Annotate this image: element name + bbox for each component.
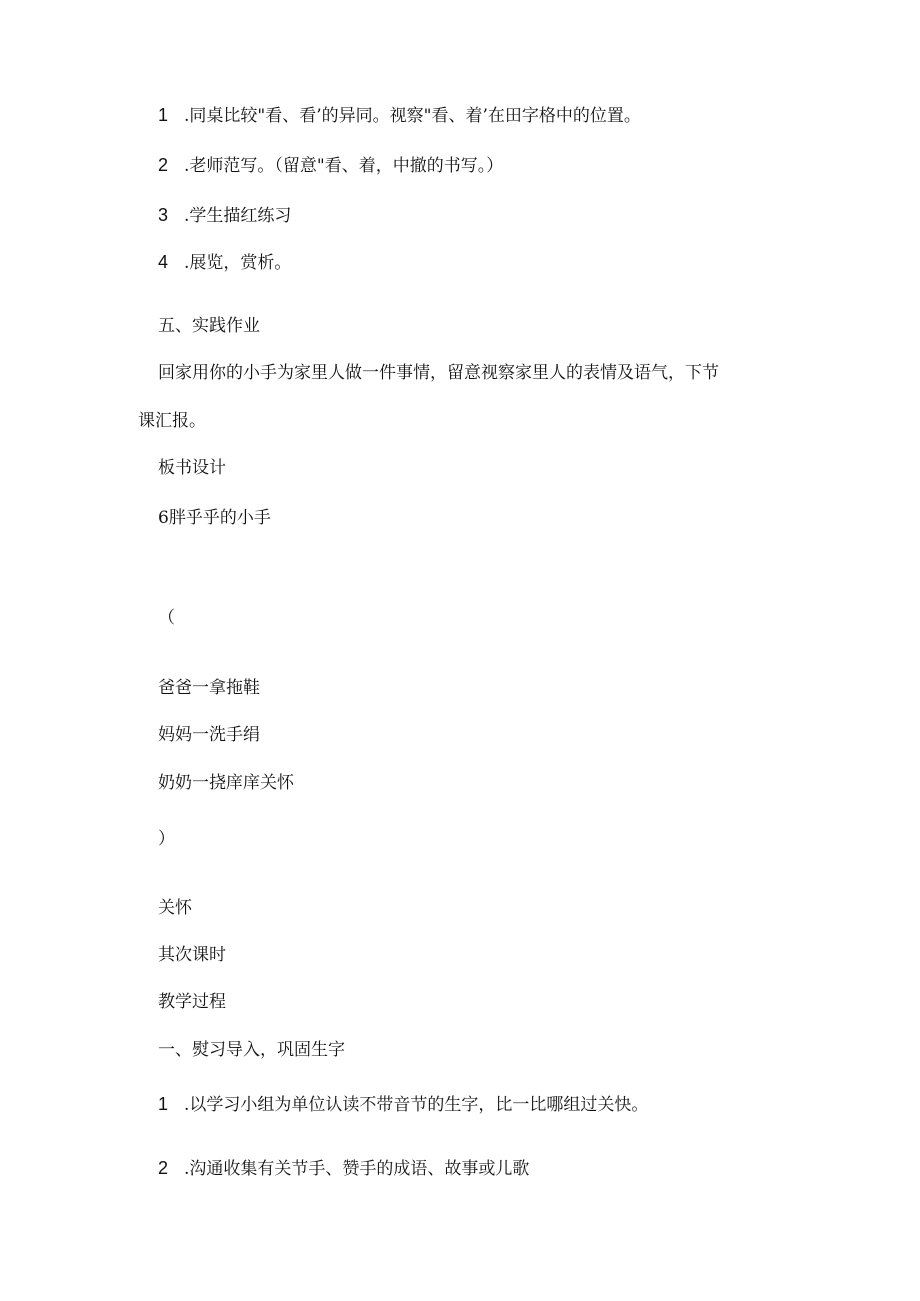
step-4-text: .展览，赏析。 [184,253,292,273]
review-2-text: .沟通收集有关节手、赞手的成语、故事或儿歌 [184,1159,530,1179]
open-paren: （ [158,608,175,628]
review-1-number: 1 [158,1094,169,1114]
board-item-3: 奶奶一挠庠庠关怀 [158,773,294,793]
board-item-2: 妈妈一洗手绢 [158,725,260,745]
step-2 [158,154,503,177]
section-5-heading: 五、实践作业 [158,316,260,336]
step-1-text: .同桌比较"看、看’的异同。视察"看、着’在田字格中的位置。 [184,106,641,126]
step-4 [158,251,291,274]
board-design-heading: 板书设计 [158,458,226,478]
step-1 [158,104,641,127]
board-item-1: 爸爸一拿拖鞋 [158,678,260,698]
step-2-number: 2 [158,155,169,175]
section-1-heading: 一、熨习导入，巩固生字 [158,1040,345,1060]
review-2 [158,1157,529,1180]
second-lesson-heading: 其次课时 [158,945,226,965]
step-2-text: .老师范写。（留意"看、着，中撤的书写。） [184,156,504,176]
review-1 [158,1093,648,1116]
care-word: 关怀 [158,898,192,918]
homework-line-2: 课汇报。 [138,411,206,431]
board-title: 6胖乎乎的小手 [158,508,271,528]
review-2-number: 2 [158,1158,169,1178]
step-3-number: 3 [158,205,169,225]
step-3-text: .学生描红练习 [184,206,292,226]
teaching-process-heading: 教学过程 [158,992,226,1012]
step-4-number: 4 [158,252,169,272]
review-1-text: .以学习小组为单位认读不带音节的生字，比一比哪组过关快。 [184,1095,649,1115]
close-paren: ） [158,829,175,849]
step-1-number: 1 [158,105,169,125]
step-3 [158,204,291,227]
homework-line-1: 回家用你的小手为家里人做一件事情，留意视察家里人的表情及语气，下节 [158,363,719,383]
